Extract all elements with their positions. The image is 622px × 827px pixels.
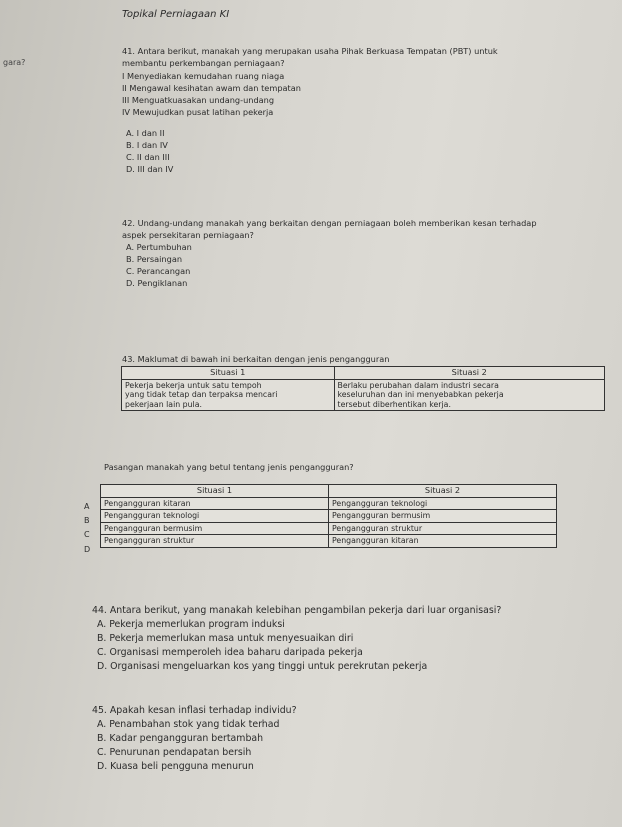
answer-row-a	[101, 497, 557, 510]
q41-statement: I Menyediakan kemudahan ruang niaga	[122, 71, 285, 81]
answer-cell: Pengangguran bermusim	[101, 522, 329, 535]
q44-stem: 44. Antara berikut, yang manakah kelebihan pengambilan pekerja dari luar organisasi?	[92, 605, 502, 616]
answer-cell: Pengangguran struktur	[101, 535, 329, 548]
q43-answer-table	[100, 484, 557, 548]
situasi1-cell	[122, 379, 335, 411]
q42-stem-line1: 42. Undang-undang manakah yang berkaitan dengan perniagaan boleh memberikan kesan terhadap	[122, 218, 537, 228]
situasi2-line: tersebut diberhentikan kerja.	[337, 399, 451, 409]
answer-cell: Pengangguran kitaran	[329, 535, 557, 548]
situasi1-line: Pekerja bekerja untuk satu tempoh	[125, 380, 262, 390]
situasi1-line: pekerjaan lain pula.	[125, 399, 202, 409]
q42-option-c: C. Perancangan	[126, 266, 191, 276]
answer-cell: Pengangguran kitaran	[101, 497, 329, 510]
answer-cell: Pengangguran teknologi	[101, 510, 329, 523]
q44-option-c: C. Organisasi memperoleh idea baharu daripada pekerja	[97, 647, 363, 658]
q45-option-b: B. Kadar pengangguran bertambah	[97, 733, 264, 744]
q43-situation-table	[121, 366, 605, 411]
q45-stem: 45. Apakah kesan inflasi terhadap individu?	[92, 705, 297, 716]
answer-header-situasi1: Situasi 1	[101, 485, 329, 498]
answer-row-b	[101, 510, 557, 523]
q42-option-a: A. Pertumbuhan	[126, 242, 192, 252]
q41-stem-line2: membantu perkembangan perniagaan?	[122, 58, 285, 68]
q44-option-b: B. Pekerja memerlukan masa untuk menyesuaikan diri	[97, 633, 354, 644]
situasi2-header: Situasi 2	[334, 367, 604, 380]
situasi2-line: keseluruhan dan ini menyebabkan pekerja	[337, 390, 504, 399]
answer-label-d: D	[84, 545, 91, 554]
answer-header-situasi2: Situasi 2	[329, 485, 557, 498]
answer-label-c: C	[84, 530, 90, 539]
answer-cell: Pengangguran teknologi	[329, 497, 557, 510]
margin-note: gara?	[3, 58, 26, 67]
answer-row-d	[101, 535, 557, 548]
q41-option-c: C. II dan III	[126, 152, 170, 162]
q41-statement: III Menguatkuasakan undang-undang	[122, 95, 275, 105]
q41-option-d: D. III dan IV	[126, 164, 174, 174]
q41-option-a: A. I dan II	[126, 128, 165, 138]
situasi2-line: Berlaku perubahan dalam industri secara	[337, 380, 499, 390]
q41-option-b: B. I dan IV	[126, 140, 168, 150]
q41-statement: II Mengawal kesihatan awam dan tempatan	[122, 83, 301, 93]
answer-label-a: A	[84, 502, 90, 511]
q41-stem-line1: 41. Antara berikut, manakah yang merupakan usaha Pihak Berkuasa Tempatan (PBT) untuk	[122, 46, 498, 56]
q43-question: Pasangan manakah yang betul tentang jenis pengangguran?	[104, 462, 354, 472]
q45-option-c: C. Penurunan pendapatan bersih	[97, 747, 252, 758]
q44-option-d: D. Organisasi mengeluarkan kos yang tinggi untuk perekrutan pekerja	[97, 661, 428, 672]
q43-stem: 43. Maklumat di bawah ini berkaitan dengan jenis pengangguran	[122, 354, 390, 364]
q42-option-b: B. Persaingan	[126, 254, 183, 264]
answer-label-b: B	[84, 516, 90, 525]
situasi1-line: yang tidak tetap dan terpaksa mencari	[125, 390, 278, 399]
page-header: Topikal Perniagaan KI	[122, 9, 230, 20]
situasi1-header: Situasi 1	[122, 367, 335, 380]
q42-option-d: D. Pengiklanan	[126, 278, 188, 288]
answer-cell: Pengangguran struktur	[329, 522, 557, 535]
q45-option-d: D. Kuasa beli pengguna menurun	[97, 761, 254, 772]
q44-option-a: A. Pekerja memerlukan program induksi	[97, 619, 285, 630]
situasi2-cell	[334, 379, 604, 411]
q41-statement: IV Mewujudkan pusat latihan pekerja	[122, 107, 274, 117]
answer-row-c	[101, 522, 557, 535]
q42-stem-line2: aspek persekitaran perniagaan?	[122, 230, 254, 240]
q45-option-a: A. Penambahan stok yang tidak terhad	[97, 719, 280, 730]
answer-cell: Pengangguran bermusim	[329, 510, 557, 523]
